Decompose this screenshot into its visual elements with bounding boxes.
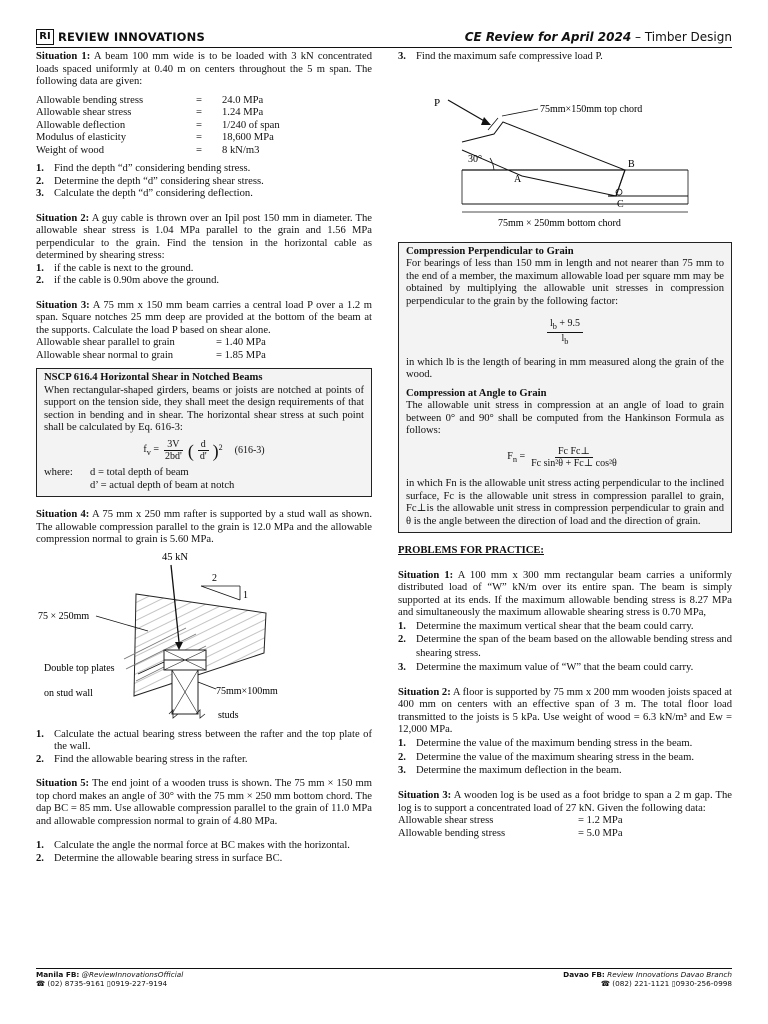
situation-5-text: Situation 5: The end joint of a wooden truss is shown. The 75 mm × 150 mm top chord makes an angle of 30° with the 75 mm × 250 mm bottom chord. The dap BC = 85 mm. Use allowable compression parallel to the grain of 11.0 MPa and allowable compression normal to grain of 4.80 MPa. — [36, 778, 372, 827]
box-title-2: Compression at Angle to Grain — [406, 387, 547, 399]
nscp-equation: $f_v$ = $\frac{3V}{2bd'}$ ( $\frac{d}{d'}$ ) $^2$ (616-3) — [143, 438, 265, 463]
practice-1-questions — [398, 620, 732, 675]
top-chord — [462, 122, 625, 196]
list-item: 2. Determine the allowable bearing stress in surface BC. — [36, 852, 283, 864]
load-p-label: P — [434, 96, 441, 109]
plates-label-2: on stud wall — [44, 687, 93, 699]
page-header — [36, 28, 732, 48]
practice-3-data: Allowable shear stress = 1.2 MPa Allowable bending stress = 5.0 MPa — [398, 815, 623, 839]
rafter-stud-wall-figure — [36, 549, 372, 729]
practice-1-text: Situation 1: A 100 mm x 300 mm rectangular beam carries a uniformly distributed load of “W” kN/m over its entire span. The beam is simply supported at its ends. If the maximum allowable bending stress is 8.27 MPa and simultaneously the maximum allowable shearing stress is 0.70 MPa, — [398, 569, 732, 619]
list-item: 1. if the cable is next to the ground. — [36, 262, 194, 274]
nscp-box-text: When rectangular-shaped girders, beams or joists are notched at points of support on the tension side, they shall meet the design requirements of that section in bending and in shear. The horizontal shear stress at such point shall be calculated by Eq. 616-3: — [44, 384, 364, 433]
slope-run: 2 — [212, 572, 217, 584]
bearing-factor-equation: $\frac{l_b + 9.5}{l_b}$ — [406, 318, 724, 347]
practice-3-text: Situation 3: A wooden log is be used as a foot bridge to span a 2 m gap. The log is to support a concentrated load of 27 kN. Given the following data: — [398, 790, 732, 814]
practice-heading: PROBLEMS FOR PRACTICE: — [398, 545, 544, 557]
box-text-4: in which Fn is the allowable unit stress acting perpendicular to the inclined surface, Fc is the allowable unit stress in compression parallel to grain, Fc⊥is the allowable unit stress in compression perpendicular to grain and θ is the angle between the direction of load and the direction of grain. — [406, 478, 724, 527]
hankinson-equation: $F_n$ = $\frac{\text{Fc Fc⊥}}{\text{Fc sin²θ + Fc⊥ cos²θ}}$ — [507, 445, 617, 470]
point-c-label: C — [617, 198, 624, 210]
box-text-2: in which lb is the length of bearing in mm measured along the grain of the wood. — [406, 356, 724, 381]
course-name: CE Review for April 2024 — [464, 30, 632, 44]
studs-size-label: 75mm×100mm — [216, 685, 278, 697]
subject-name: Timber Design — [644, 30, 732, 44]
nscp-notched-beam-box — [36, 368, 372, 497]
nscp-box-title: NSCP 616.4 Horizontal Shear in Notched Beams — [44, 372, 263, 383]
list-item: 1. Determine the value of the maximum bending stress in the beam. — [398, 737, 693, 749]
box-text-1: For bearings of less than 150 mm in length and not nearer than 75 mm to the end of a member, the maximum allowable load per square mm may be obtained by multiplying the allowable unit stresses in compression perpendicular to the grain by the following factor: — [406, 258, 724, 307]
brand-name: REVIEW INNOVATIONS — [58, 30, 205, 44]
list-item: 3. Determine the maximum value of “W” that the beam could carry. — [398, 662, 694, 674]
list-item: 1. Calculate the angle the normal force at BC makes with the horizontal. — [36, 840, 350, 852]
practice-2-text: Situation 2: A floor is supported by 75 mm x 200 mm wooden joists spaced at 400 mm on centers with an effective span of 3 m. The total floor load transmitted to the joists is 5 kPa. Use weight of wood = 6.3 kN/m³ and Ew = 12,000 MPa. — [398, 686, 732, 736]
studs-label: studs — [218, 709, 239, 721]
nscp-where: where: d = total depth of beam d’ = actual depth of beam at notch — [44, 467, 235, 491]
footer-manila: Manila FB: @ReviewInnovationsOfficial ☎ (02) 8735-9161 ▯0919-227-9194 — [36, 970, 184, 988]
situation-1-questions — [36, 163, 372, 201]
list-item: 3. Calculate the depth “d” considering deflection. — [36, 188, 253, 199]
situation-1-data: Allowable bending stress = 24.0 MPa Allowable shear stress = 1.24 MPa Allowable deflection = 1/240 of span Modulus of elasticity = 18,600 MPa Weight of wood = 8 kN/m3 — [36, 94, 280, 156]
list-item: 2. Determine the depth “d” considering shear stress. — [36, 175, 264, 187]
situation-2-questions — [36, 263, 372, 288]
rafter-label: 75 × 250mm — [38, 610, 90, 622]
list-item: 2. if the cable is 0.90m above the ground. — [36, 275, 220, 286]
box-title-1: Compression Perpendicular to Grain — [406, 245, 574, 257]
point-a-label: A — [514, 173, 522, 185]
page-footer — [36, 968, 732, 988]
footer-davao: Davao FB: Review Innovations Davao Branch ☎ (082) 221-1121 ▯0930-256-0998 — [563, 970, 732, 988]
situation-5-questions — [36, 840, 372, 865]
brand-logo: RI — [36, 29, 54, 45]
list-item: 3. Determine the maximum deflection in the beam. — [398, 765, 622, 777]
left-column — [36, 51, 372, 865]
top-plate-1 — [164, 650, 206, 660]
angle-label: 30° — [468, 153, 482, 165]
course-title: CE Review for April 2024 – Timber Design — [464, 30, 732, 44]
point-b-label: B — [628, 158, 635, 170]
list-item: 2. Determine the span of the beam based on the allowable bending stress and shearing stress. — [398, 634, 732, 660]
compression-grain-box — [398, 242, 732, 534]
list-item: 1. Calculate the actual bearing stress between the rafter and the top plate of the wall. — [36, 728, 372, 753]
situation-3-text: Situation 3: A 75 mm x 150 mm beam carries a central load P over a 1.2 m span. Square notches 25 mm deep are provided at the bottom of the beam at the supports. Calculate the load P based on shear alone. — [36, 299, 373, 336]
top-plate-2 — [164, 660, 206, 670]
situation-2-text: Situation 2: A guy cable is thrown over an Ipil post 150 mm in diameter. The allowable shear stress is 1.04 MPa parallel to the grain and 1.56 MPa perpendicular to the grain. Find the tension in the horizontal cable as determined by shearing stress: — [36, 212, 372, 261]
box-text-3: The allowable unit stress in compression at an angle of load to grain between 0° and 90° shall be computed from the Hankinson Formula as follows: — [406, 400, 724, 437]
load-p-arrow — [448, 100, 486, 122]
list-item: 1. Determine the maximum vertical shear that the beam could carry. — [398, 620, 694, 632]
rafter-shape — [134, 594, 266, 696]
list-item: 2. Determine the value of the maximum shearing stress in the beam. — [398, 751, 695, 763]
situation-5-question-3 — [398, 51, 732, 64]
situation-4-text: Situation 4: A 75 mm x 250 mm rafter is supported by a stud wall as shown. The allowable compression parallel to the grain is 12.0 MPa and the allowable compression normal to grain is 5.60 MPa. — [36, 509, 372, 546]
bottom-chord-label: 75mm × 250mm bottom chord — [498, 217, 621, 229]
situation-3-data: Allowable shear parallel to grain = 1.40 MPa Allowable shear normal to grain = 1.85 MPa — [36, 337, 266, 361]
right-column — [398, 51, 732, 840]
situation-4-questions — [36, 729, 372, 767]
load-label: 45 kN — [162, 551, 188, 563]
top-chord-label: 75mm×150mm top chord — [540, 103, 643, 115]
practice-2-questions — [398, 737, 732, 778]
plates-label-1: Double top plates — [44, 662, 115, 674]
list-item: 1. Find the depth “d” considering bending stress. — [36, 163, 251, 174]
list-item: 2. Find the allowable bearing stress in the rafter. — [36, 753, 248, 765]
situation-1-text: Situation 1: A beam 100 mm wide is to be loaded with 3 kN concentrated loads spaced uniformly at 0.40 m on centers throughout the 5 m span. The following data are given: — [36, 51, 372, 87]
truss-joint-figure — [398, 64, 732, 236]
list-item: 3. Find the maximum safe compressive load P. — [398, 51, 603, 62]
slope-rise: 1 — [243, 589, 248, 601]
